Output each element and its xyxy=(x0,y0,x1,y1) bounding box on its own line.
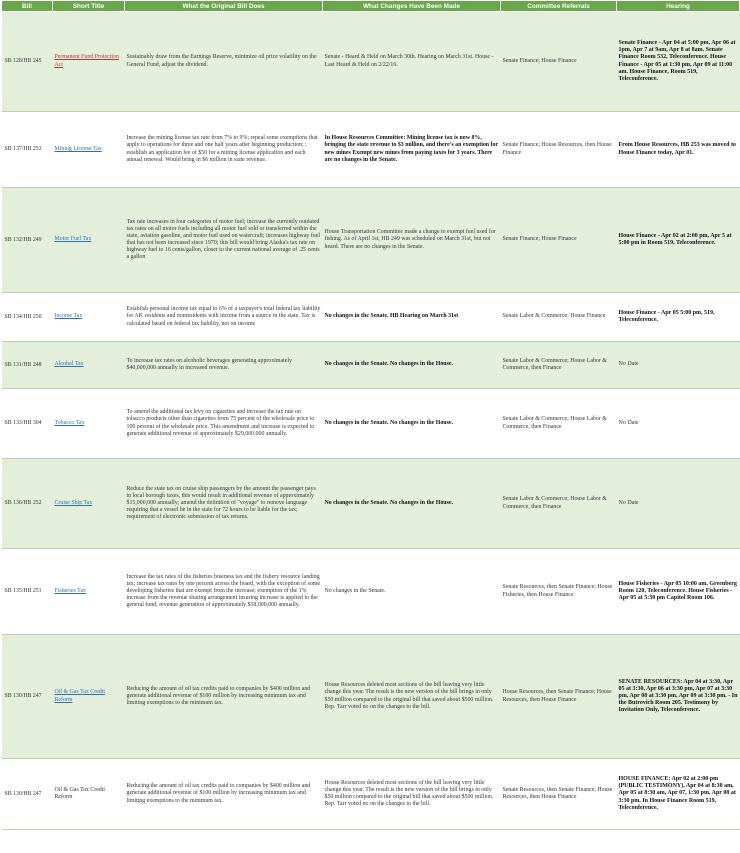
original-description: To increase tax rates on alcoholic beverages generating approximately $40,000,000 annually in increased revenue. xyxy=(125,342,323,389)
changes-description: No changes in the Senate. No changes in the House. xyxy=(323,459,501,549)
committee-referrals: Senate Finance; House Finance xyxy=(501,12,617,112)
header-hearing: Hearing xyxy=(617,1,740,12)
table-row xyxy=(2,759,740,830)
original-description: Establish personal income tax equal to 6% of a taxpayer's total federal tax liability for AK residents and nonresidents with income from a source in the state. Tax is calculated based on federal tax liability, not on income xyxy=(125,293,323,342)
short-title xyxy=(53,759,125,830)
short-title-link[interactable] xyxy=(53,188,125,293)
changes-description: No changes in the Senate. HB Hearing on March 31st xyxy=(323,293,501,342)
table-row xyxy=(2,112,740,188)
header-original: What the Original Bill Does xyxy=(125,1,323,12)
bill-number: SB 130/HB 247 xyxy=(2,635,53,759)
changes-description: In House Resources Committee: Mining license tax is now 8%, bringing the state revenue to $3 million, and there's an exemption for new mines Exempt new mines from paying taxes for 3 years. There are no changes in the Senate. xyxy=(323,112,501,188)
bill-number: SB 128/HB 245 xyxy=(2,12,53,112)
bill-number: SB 131/HB 248 xyxy=(2,342,53,389)
bill-number: SB 137/HB 253 xyxy=(2,112,53,188)
hearing-info: From House Resources, HB 253 was moved to House Finance today, Apr 01. xyxy=(617,112,740,188)
original-description: Reducing the amount of oil tax credits paid to companies by $400 million and generate additional revenue of $100 million by increasing minimum tax and limiting exemptions to the minimum tax. xyxy=(125,759,323,830)
table-row xyxy=(2,293,740,342)
short-title-link[interactable] xyxy=(53,549,125,635)
short-title-link[interactable] xyxy=(53,459,125,549)
short-title-text[interactable]: Alcohol Tax xyxy=(54,361,84,368)
bill-number: SB 135/HB 251 xyxy=(2,549,53,635)
table-row xyxy=(2,635,740,759)
table-row xyxy=(2,12,740,112)
bills-table xyxy=(1,0,740,830)
short-title-text: Oil & Gas Tax Credit Reform xyxy=(54,786,106,800)
hearing-info: Senate Finance - Apr 04 at 5:00 pm, Apr 06 at 1pm, Apr 7 at 9am, Apr 8 at 8am. Senate Finance Room 532, Teleconference. House Finance - Apr 05 at 1:30 pm, Apr 09 at 11:00 am. House Finance, Room 519, Teleconference. xyxy=(617,12,740,112)
changes-description: No changes in the Senate. xyxy=(323,549,501,635)
short-title-text[interactable]: Cruise Ship Tax xyxy=(54,499,93,506)
committee-referrals: Senate Labor & Commerce; House Labor & Commerce, then Finance xyxy=(501,342,617,389)
header-bill: Bill xyxy=(2,1,53,12)
changes-description: No changes in the Senate. No changes in the House. xyxy=(323,342,501,389)
header-short-title: Short Title xyxy=(53,1,125,12)
short-title-link[interactable] xyxy=(53,342,125,389)
header-row xyxy=(2,1,740,12)
hearing-info: HOUSE FINANCE: Apr 02 at 2:00 pm (PUBLIC TESTIMONY), Apr 04 at 8:30 am, Apr 05 at 8:30 am, Apr 07, 1:30 pm, Apr 08 at 3:30 pm. In House Finance Room 519, Teleconference. xyxy=(617,759,740,830)
hearing-info: No Date xyxy=(617,342,740,389)
short-title-link[interactable] xyxy=(53,635,125,759)
committee-referrals: Senate Resources, then Senate Finance; House Fisheries, then House Finance xyxy=(501,549,617,635)
changes-description: House Transportation Committee made a change to exempt fuel used for fishing. As of April 1st, HB 249 was scheduled on March 31st, but not heard. There are no changes in the Senate. xyxy=(323,188,501,293)
committee-referrals: Senate Resources, then Senate Finance; House Resources, then House Finance xyxy=(501,759,617,830)
bill-number: SB 134/HB 250 xyxy=(2,293,53,342)
changes-description: No changes in the Senate. No changes in the House. xyxy=(323,389,501,459)
committee-referrals: Senate Labor & Commerce; House Labor & Commerce, then Finance xyxy=(501,459,617,549)
table-row xyxy=(2,549,740,635)
table-row xyxy=(2,459,740,549)
short-title-link[interactable] xyxy=(53,112,125,188)
header-referrals: Committee Referrals xyxy=(501,1,617,12)
committee-referrals: Senate Finance; House Finance xyxy=(501,188,617,293)
short-title-text[interactable]: Motor Fuel Tax xyxy=(54,236,92,243)
short-title-link[interactable] xyxy=(53,12,125,112)
hearing-info: No Date xyxy=(617,459,740,549)
short-title-link[interactable] xyxy=(53,293,125,342)
original-description: Increase the tax rates of the fisheries business tax and the fishery resource landing tax; increase tax rates by one percent across the board, with the exception of some developing fisheries that are exempt from the increase; exemption of the 1% increase from the revenue sharing arrangement insuring increase is applied to the general fund; revenue generation of approximately $18,000,000 annually. xyxy=(125,549,323,635)
original-description: To amend the additional tax levy on cigarettes and increase the tax rate on tobacco products other than cigarettes from 75 percent of the wholesale price to 100 percent of the wholesale price. This amendment and increase is expected to generate additional revenue of approximately $29,000,000 annually. xyxy=(125,389,323,459)
header-changes: What Changes Have Been Made xyxy=(323,1,501,12)
committee-referrals: Senate Finance; House Resources, then House Finance xyxy=(501,112,617,188)
hearing-info: House Finance - Apr 02 at 2:00 pm, Apr 5 at 5:00 pm in Room 519, Teleconference. xyxy=(617,188,740,293)
committee-referrals: Senate Labor & Commerce; House Labor & Commerce, then Finance xyxy=(501,389,617,459)
original-description: Tax rate increases in four categories of motor fuel; increase the currently outdated tax rates on all motor fuels including all motor fuel sold or transferred within the state, aviation gasoline, and motor fuel used on watercraft; increases highway fuel that has not been increased since 1970; this bill would bring Alaska's tax rate on highway fuel to 16 cents/gallon, closer to the current national average of .25 cents a gallon xyxy=(125,188,323,293)
short-title-text[interactable]: Income Tax xyxy=(54,313,83,320)
original-description: Reducing the amount of oil tax credits paid to companies by $400 million and generate additional revenue of $100 million by increasing minimum tax and limiting exemptions to the minimum tax. xyxy=(125,635,323,759)
table-row xyxy=(2,188,740,293)
original-description: Sustainably draw from the Earnings Reserve, minimize oil price volatility on the General Fund, adjust the dividend. xyxy=(125,12,323,112)
committee-referrals: House Resources, then Senate Finance; House Resources, then House Finance xyxy=(501,635,617,759)
table-row xyxy=(2,342,740,389)
hearing-info: No Date xyxy=(617,389,740,459)
bill-number: SB 133/HB 304 xyxy=(2,389,53,459)
bill-number: SB 132/HB 249 xyxy=(2,188,53,293)
original-description: Reduce the state tax on cruise ship passengers by the amount the passenger pays in local borough taxes, this would result in additional revenue of approximately $15,000,000 annually; amend the definition of "voyage" to remove language requiring that a vessel be in the state for 72 hours to be liable for the tax; requirement of electronic submission of tax returns. xyxy=(125,459,323,549)
changes-description: House Resources deleted most sections of the bill leaving very little change this year. The result is the new version of the bill brings in only $50 million compared to the original bill that saved about $500 million. Rep. Tarr voted no on the changes to the bill. xyxy=(323,759,501,830)
bill-number: SB 136/HB 252 xyxy=(2,459,53,549)
changes-description: Senate - Heard & Held on March 30th. Hearing on March 31st. House - Last Heard & Held on 2/22/16. xyxy=(323,12,501,112)
hearing-info: House Fisheries - Apr 05 10:00 am, Greenberg Room 120, Teleconference. House Fisheries - Apr 05 at 5:30 pm Capitol Room 106. xyxy=(617,549,740,635)
short-title-text[interactable]: Mining License Tax xyxy=(54,145,102,152)
short-title-text[interactable]: Tobacco Tax xyxy=(54,419,85,426)
short-title-link[interactable] xyxy=(53,389,125,459)
short-title-text[interactable]: Oil & Gas Tax Credit Reform xyxy=(54,689,106,703)
original-description: Increase the mining license tax rate from 7% to 9%; repeal some exemptions that apply to operations for three and one half years after beginning production; ; establish an application fee of $50 for a mining license application and each annual renewal. Would bring in $6 million in state revenue. xyxy=(125,112,323,188)
hearing-info: House Finance - Apr 05 5:00 pm, 519, Teleconference. xyxy=(617,293,740,342)
short-title-text[interactable]: Permanent Fund Protection Act xyxy=(54,54,119,68)
committee-referrals: Senate Labor & Commerce; House Finance xyxy=(501,293,617,342)
table-row xyxy=(2,389,740,459)
hearing-info: SENATE RESOURCES: Apr 04 at 3:30, Apr 05 at 3:30, Apr 06 at 3:30 pm, Apr 07 at 3:30 pm, Apr 08 at 3:30 pm, Apr 09 at 3:30 pm. - In the Butrovich Room 205. Testimony by Invitation Only, Teleconference. xyxy=(617,635,740,759)
short-title-text[interactable]: Fisheries Tax xyxy=(54,587,86,594)
bill-number: SB 130/HB 247 xyxy=(2,759,53,830)
changes-description: House Resources deleted most sections of the bill leaving very little change this year. The result is the new version of the bill brings in only $50 million compared to the original bill that saved about $500 million. Rep. Tarr voted no on the changes to the bill. xyxy=(323,635,501,759)
